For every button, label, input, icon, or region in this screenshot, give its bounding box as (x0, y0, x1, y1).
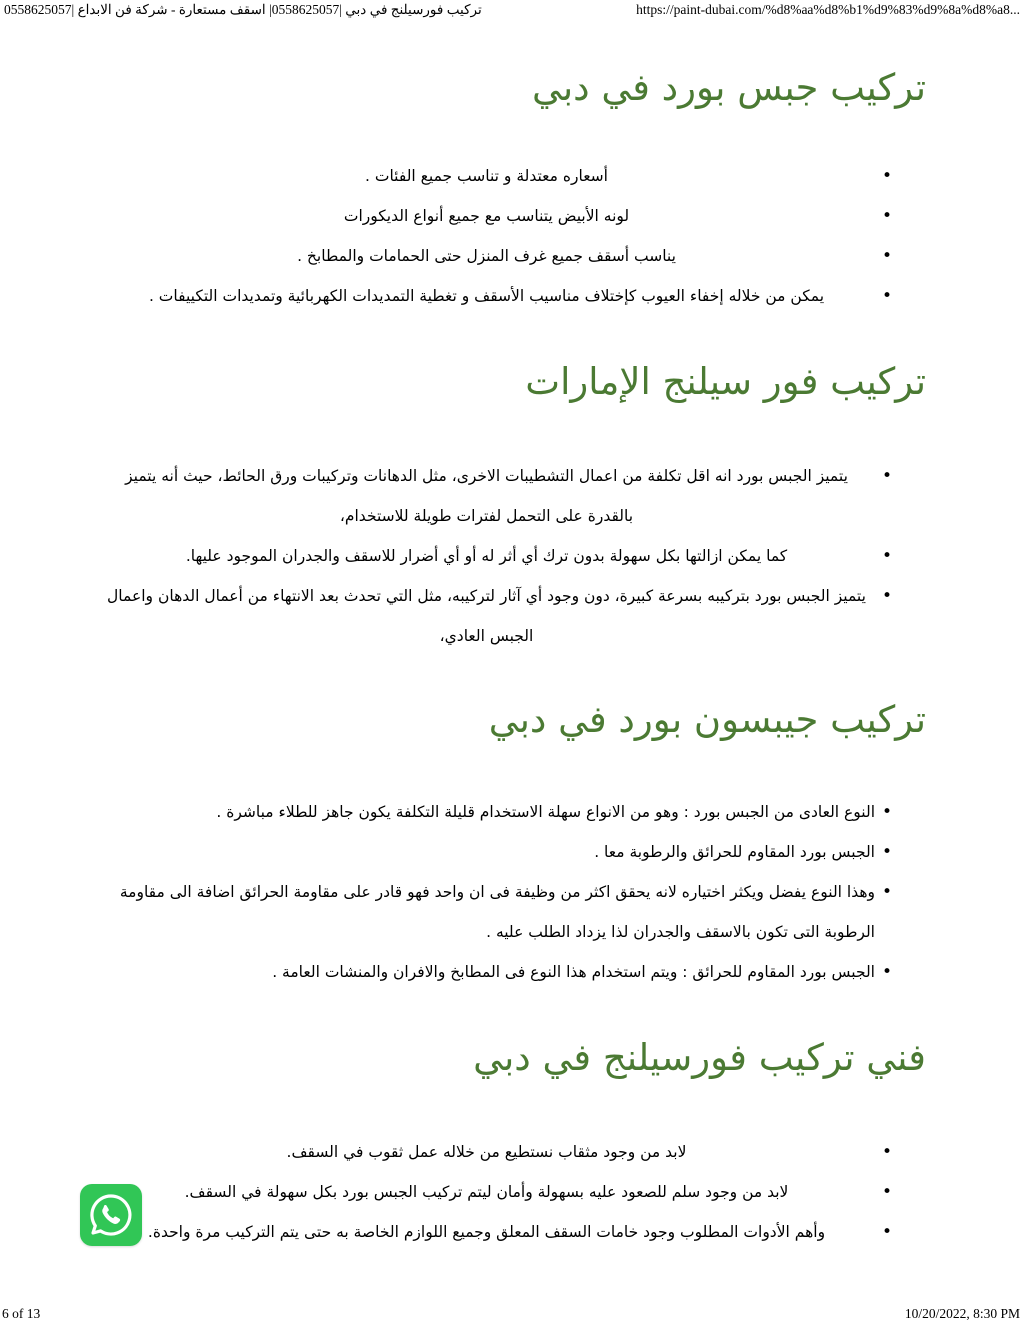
section-list-false-ceiling-technician (95, 1132, 930, 1252)
section-title-false-ceiling-uae: تركيب فور سيلنج الإمارات (525, 360, 926, 403)
section-list-gypsum-types-dubai (95, 792, 930, 992)
list-item: • يناسب أسقف جميع غرف المنزل حتى الحمامات والمطابخ . (95, 236, 930, 276)
list-item: • كما يمكن ازالتها بكل سهولة بدون ترك أي أثر له أو أي أضرار للاسقف والجدران الموجود عليها. (95, 536, 930, 576)
list-item: • وأهم الأدوات المطلوب وجود خامات السقف المعلق وجميع اللوازم الخاصة به حتى يتم التركيب مرة واحدة. (95, 1212, 930, 1252)
page-number: 6 of 13 (2, 1306, 41, 1321)
whatsapp-button[interactable] (80, 1184, 142, 1246)
list-item: • وهذا النوع يفضل ويكثر اختياره لانه يحقق اكثر من وظيفة فى ان واحد فهو قادر على مقاومة الحرائق اضافة الى مقاومة الرطوبة التى تكون بالاسقف والجدران لذا يزداد الطلب عليه . (95, 872, 930, 952)
section-title-false-ceiling-technician: فني تركيب فورسيلنج في دبي (473, 1036, 926, 1079)
list-item: • لابد من وجود مثقاب نستطيع من خلاله عمل ثقوب في السقف. (95, 1132, 930, 1172)
print-datetime: 10/20/2022, 8:30 PM (904, 1306, 1020, 1321)
list-item: • لابد من وجود سلم للصعود عليه بسهولة وأمان ليتم تركيب الجبس بورد بكل سهولة في السقف. (95, 1172, 930, 1212)
section-title-gypsum-board-dubai: تركيب جبس بورد في دبي (532, 66, 926, 109)
list-item: • يمكن من خلاله إخفاء العيوب كإختلاف مناسيب الأسقف و تغطية التمديدات الكهربائية وتمديدات التكييفات . (95, 276, 930, 316)
list-item: • يتميز الجبس بورد بتركيبه بسرعة كبيرة، دون وجود أي آثار لتركيبه، مثل التي تحدث بعد الانتهاء من أعمال الدهان واعمال الجبس العادي، (95, 576, 930, 656)
list-item: • الجبس بورد المقاوم للحرائق : ويتم استخدام هذا النوع فى المطابخ والافران والمنشات العامة . (95, 952, 930, 992)
print-footer (0, 1306, 1024, 1324)
list-item: • الجبس بورد المقاوم للحرائق والرطوبة معا . (95, 832, 930, 872)
article-content (95, 58, 930, 1252)
print-header-url: https://paint-dubai.com/%d8%aa%d8%b1%d9%83%d9%8a%d8%a8... (636, 2, 1020, 17)
list-item: • النوع العادى من الجبس بورد : وهو من الانواع سهلة الاستخدام قليلة التكلفة يكون جاهز للطلاء مباشرة . (95, 792, 930, 832)
print-header (0, 0, 1024, 22)
list-item: • يتميز الجبس بورد انه اقل تكلفة من اعمال التشطيبات الاخرى، مثل الدهانات وتركيبات ورق الحائط، حيث أنه يتميز بالقدرة على التحمل لفترات طويلة للاستخدام، (95, 456, 930, 536)
whatsapp-icon (87, 1191, 135, 1239)
print-header-title: تركيب فورسيلنج في دبي |0558625057| اسقف مستعارة - شركة فن الابداع |0558625057 (4, 2, 482, 17)
list-item: • لونه الأبيض يتناسب مع جميع أنواع الديكورات (95, 196, 930, 236)
section-title-gypsum-types-dubai: تركيب جيبسون بورد في دبي (488, 698, 926, 741)
list-item: • أسعاره معتدلة و تناسب جميع الفئات . (95, 156, 930, 196)
section-list-false-ceiling-uae (95, 456, 930, 656)
section-list-gypsum-board-dubai (95, 156, 930, 316)
